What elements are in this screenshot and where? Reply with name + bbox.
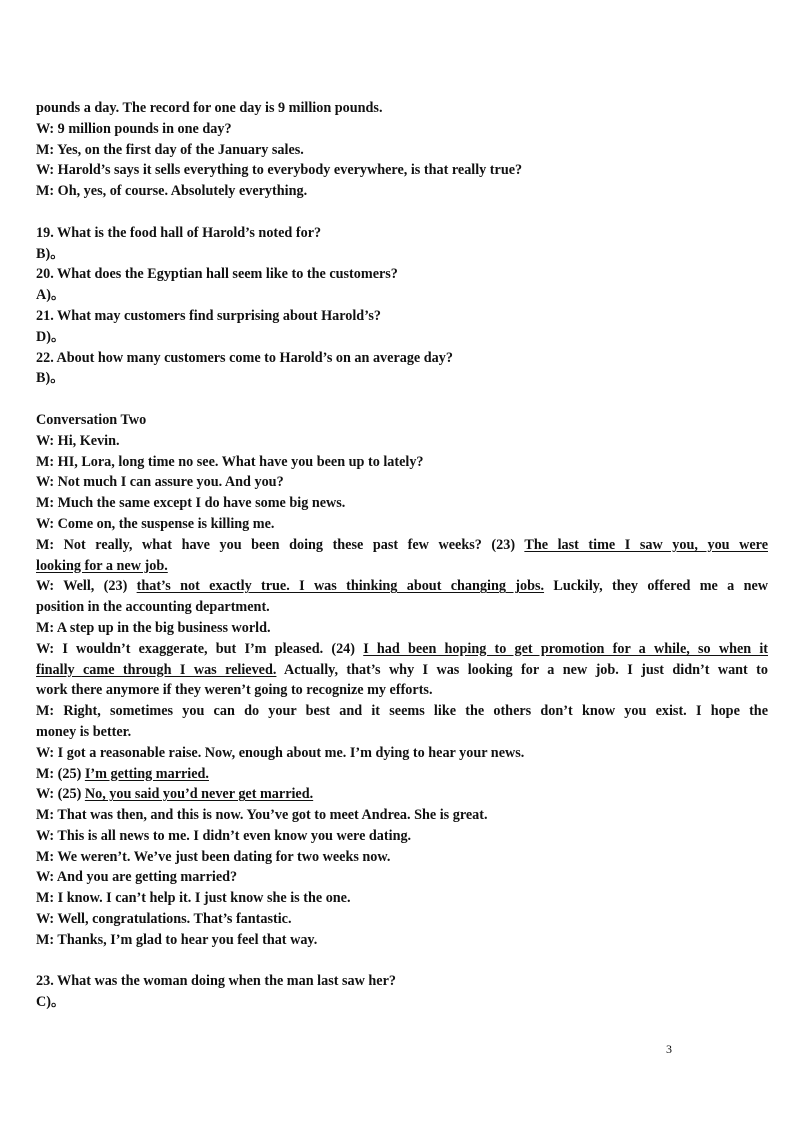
text-line: D)。 [36, 328, 66, 345]
text-line: M: Oh, yes, of course. Absolutely everything. [36, 183, 308, 200]
text-line: M: I know. I can’t help it. I just know she is the one. [36, 890, 351, 907]
text-segment: M: (25) [36, 765, 85, 782]
text-line: 19. What is the food hall of Harold’s noted for? [36, 224, 322, 241]
text-line: W: Well, congratulations. That’s fantastic. [36, 911, 292, 928]
text-segment: Luckily, they offered me a new [544, 578, 769, 595]
text-line: B)。 [36, 245, 65, 262]
text-line [36, 576, 768, 597]
page-number: 3 [666, 1042, 672, 1056]
text-segment: Actually, that’s why I was looking for a new job. I just didn’t want to [276, 661, 768, 678]
text-segment: W: I wouldn’t exaggerate, but I’m pleased. (24) [36, 640, 364, 657]
underlined-answer: I had been hoping to get promotion for a while, so when it [363, 640, 769, 657]
text-line: M: A step up in the big business world. [36, 619, 271, 636]
text-line: W: Harold’s says it sells everything to everybody everywhere, is that really true? [36, 162, 523, 179]
text-line: 20. What does the Egyptian hall seem like to the customers? [36, 266, 398, 283]
text-line: W: This is all news to me. I didn’t even know you were dating. [36, 827, 412, 844]
text-line: C)。 [36, 994, 66, 1011]
text-line [36, 639, 768, 660]
text-segment: W: Well, (23) [36, 578, 137, 595]
text-line [36, 764, 768, 785]
underlined-answer: finally came through I was relieved. [36, 661, 277, 678]
text-line: pounds a day. The record for one day is 9 million pounds. [36, 100, 383, 116]
blank-line [36, 202, 768, 223]
text-line: M: Right, sometimes you can do your best and it seems like the others don’t know you exist. I hope the [36, 703, 768, 720]
underlined-answer: The last time I saw you, you were [524, 536, 768, 553]
text-segment: M: Not really, what have you been doing these past few weeks? (23) [36, 536, 525, 553]
text-line: M: Yes, on the first day of the January sales. [36, 141, 304, 158]
text-line: M: That was then, and this is now. You’ve got to meet Andrea. She is great. [36, 807, 488, 824]
text-line: Conversation Two [36, 411, 147, 428]
text-line: M: We weren’t. We’ve just been dating for two weeks now. [36, 848, 391, 865]
text-line [36, 784, 768, 805]
document-body [36, 98, 768, 1013]
text-line: W: 9 million pounds in one day? [36, 120, 232, 137]
text-line: M: HI, Lora, long time no see. What have you been up to lately? [36, 453, 424, 470]
text-line: 23. What was the woman doing when the man last saw her? [36, 973, 396, 990]
text-line [36, 660, 768, 681]
text-line: M: Much the same except I do have some big news. [36, 495, 346, 512]
underlined-answer: I’m getting married. [84, 765, 209, 782]
text-line: W: Hi, Kevin. [36, 432, 120, 449]
blank-line [36, 389, 768, 410]
text-line: B)。 [36, 370, 65, 387]
underlined-answer: looking for a new job. [36, 557, 168, 574]
text-line: 22. About how many customers come to Harold’s on an average day? [36, 349, 453, 366]
text-line: work there anymore if they weren’t going to recognize my efforts. [36, 682, 433, 699]
text-segment: W: (25) [36, 786, 85, 803]
text-line: W: And you are getting married? [36, 869, 238, 886]
text-line: 21. What may customers find surprising about Harold’s? [36, 307, 382, 324]
underlined-answer: No, you said you’d never get married. [84, 786, 314, 803]
text-line: money is better. [36, 723, 132, 740]
text-line: W: Not much I can assure you. And you? [36, 474, 284, 491]
blank-line [36, 951, 768, 972]
text-line [36, 535, 768, 556]
text-line: W: Come on, the suspense is killing me. [36, 515, 275, 532]
text-line: A)。 [36, 287, 66, 304]
text-line: position in the accounting department. [36, 599, 270, 616]
text-line: M: Thanks, I’m glad to hear you feel that way. [36, 931, 318, 948]
text-line [36, 556, 768, 577]
text-line: W: I got a reasonable raise. Now, enough about me. I’m dying to hear your news. [36, 744, 525, 761]
underlined-answer: that’s not exactly true. I was thinking about changing jobs. [136, 578, 545, 595]
